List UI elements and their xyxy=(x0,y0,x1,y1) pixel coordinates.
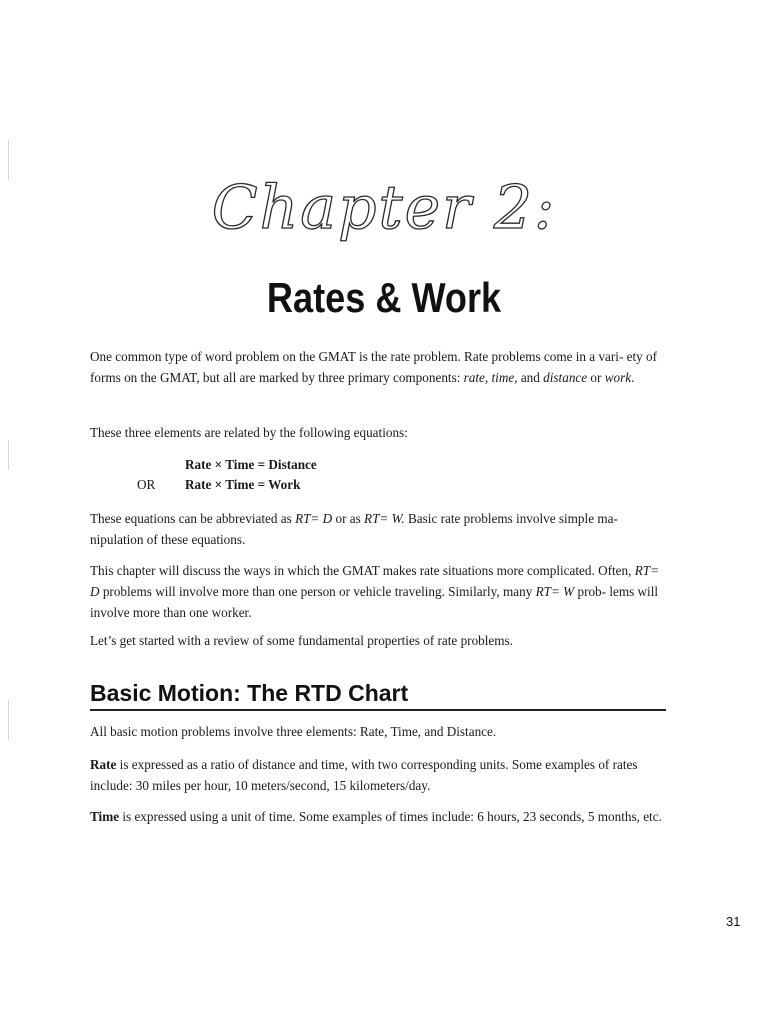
formula-rtw: RT= W xyxy=(535,584,575,599)
intro-text: One common type of word problem on the GMAT is the rate problem. Rate problems come in a vari- ety of forms on the GMAT, but all are marked by three primary components: xyxy=(90,349,658,385)
chapter-overview-paragraph xyxy=(90,560,668,623)
intro-paragraph xyxy=(90,346,668,388)
period: . xyxy=(631,370,635,385)
separator: and xyxy=(517,370,544,385)
term-distance: distance xyxy=(543,370,588,385)
term-time: time, xyxy=(491,370,518,385)
paragraph-text: or as xyxy=(332,511,365,526)
motion-elements-paragraph: All basic motion problems involve three elements: Rate, Time, and Distance. xyxy=(90,724,497,739)
chapter-label: Chapter 2: xyxy=(211,173,557,243)
equations-intro-paragraph: These three elements are related by the following equations: xyxy=(90,425,408,440)
scan-edge-mark xyxy=(8,440,9,470)
equation-distance: Rate × Time = Distance xyxy=(185,457,317,472)
section-heading: Basic Motion: The RTD Chart xyxy=(90,680,409,706)
rate-definition-paragraph xyxy=(90,754,668,796)
paragraph-text: prob- lems will involve more than one worker. xyxy=(90,584,659,620)
review-paragraph: Let’s get started with a review of some fundamental properties of rate problems. xyxy=(90,633,513,648)
paragraph-text: is expressed using a unit of time. Some examples of times include: 6 hours, 23 seconds, 5 months, etc. xyxy=(119,809,662,824)
equation-work: Rate × Time = Work xyxy=(185,477,301,492)
section-divider xyxy=(90,709,666,711)
paragraph-text: This chapter will discuss the ways in which the GMAT makes rate situations more complicated. Often, xyxy=(90,563,635,578)
page-number: 31 xyxy=(726,914,741,929)
separator: or xyxy=(587,370,605,385)
paragraph-text: Basic rate problems involve simple ma- nipulation of these equations. xyxy=(90,511,618,547)
term-rate: rate, xyxy=(463,370,489,385)
term-rate-bold: Rate xyxy=(90,757,117,772)
paragraph-text: problems will involve more than one person or vehicle traveling. Similarly, many xyxy=(99,584,536,599)
paragraph-text: is expressed as a ratio of distance and time, with two corresponding units. Some examples of rates include: 30 miles per hour, 10 meters/second, 15 kilometers/day. xyxy=(90,757,638,793)
formula-rtd: RT= D xyxy=(295,511,333,526)
paragraph-text: These equations can be abbreviated as xyxy=(90,511,296,526)
formula-rtd: RT= D xyxy=(90,563,660,599)
formula-rtw: RT= W. xyxy=(364,511,405,526)
term-work: work xyxy=(604,370,632,385)
term-time-bold: Time xyxy=(90,809,120,824)
chapter-title: Rates & Work xyxy=(266,274,502,321)
scan-edge-mark xyxy=(8,700,9,740)
abbreviation-paragraph xyxy=(90,508,668,550)
time-definition-paragraph xyxy=(90,806,668,827)
equation-or-label: OR xyxy=(137,477,156,492)
